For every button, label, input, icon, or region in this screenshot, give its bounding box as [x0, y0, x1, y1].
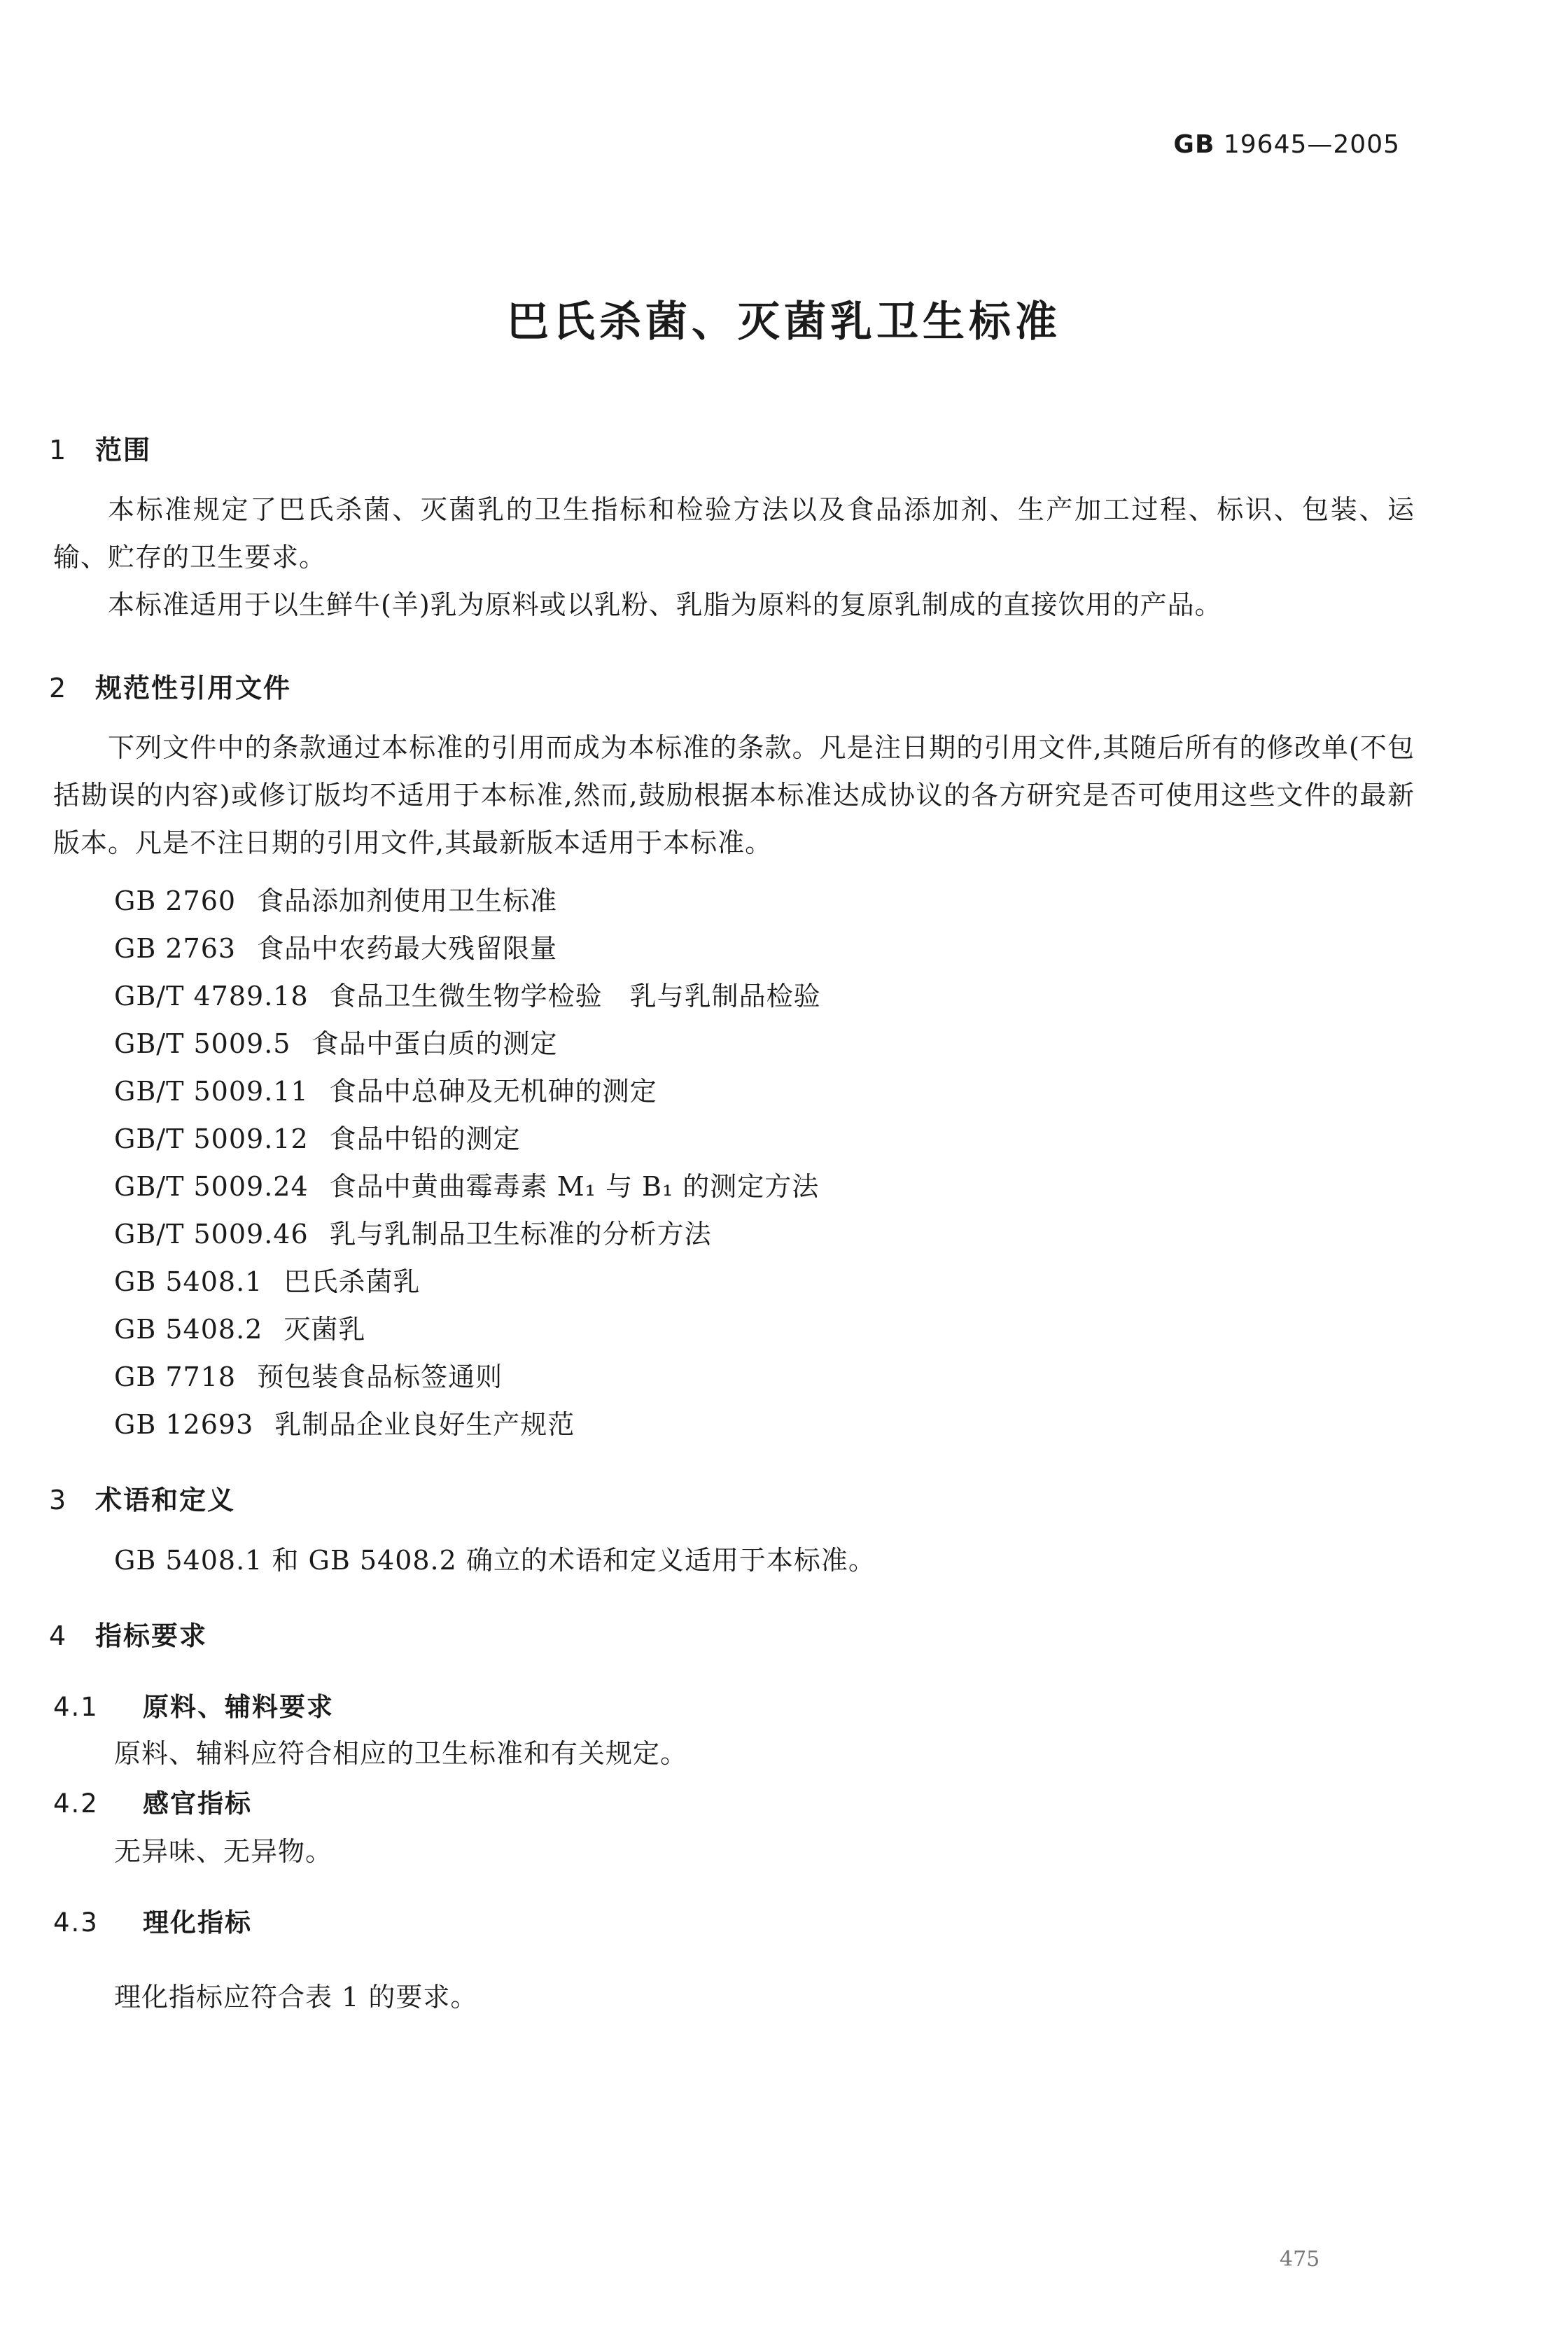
reference-code: GB/T 5009.24 [114, 1171, 309, 1202]
subsection-title: 感官指标 [143, 1788, 252, 1819]
subsection-4-1-text: 原料、辅料应符合相应的卫生标准和有关规定。 [114, 1738, 688, 1769]
reference-code: GB 5408.1 [114, 1266, 263, 1297]
reference-code: GB 2763 [114, 933, 237, 964]
reference-item [114, 1308, 365, 1346]
reference-title: 食品添加剂使用卫生标准 [257, 886, 558, 916]
section-3-heading [49, 1478, 235, 1517]
reference-code: GB/T 5009.12 [114, 1124, 309, 1154]
section-title: 规范性引用文件 [95, 673, 292, 704]
subsection-title: 原料、辅料要求 [143, 1692, 334, 1722]
subsection-4-2-text: 无异味、无异物。 [114, 1836, 333, 1867]
reference-code: GB 7718 [114, 1362, 237, 1392]
page-number: 475 [1280, 2247, 1320, 2272]
reference-title: 食品中铅的测定 [329, 1124, 521, 1154]
reference-title: 食品中蛋白质的测定 [312, 1028, 558, 1059]
reference-item [114, 879, 557, 918]
reference-title: 乳制品企业良好生产规范 [274, 1409, 575, 1440]
subsection-4-1-heading [53, 1686, 334, 1723]
section-title: 范围 [95, 435, 152, 465]
subsection-number: 4.1 [53, 1692, 99, 1722]
reference-item [114, 1070, 657, 1108]
standard-code [1173, 130, 1400, 159]
section-title: 指标要求 [95, 1620, 208, 1651]
section-number: 1 [49, 435, 68, 465]
reference-code: GB 12693 [114, 1409, 254, 1440]
section-1-heading [49, 428, 151, 467]
reference-title: 预包装食品标签通则 [257, 1362, 503, 1392]
reference-title: 乳与乳制品卫生标准的分析方法 [329, 1219, 712, 1250]
standard-prefix: GB [1173, 130, 1215, 159]
reference-code: GB 2760 [114, 886, 237, 916]
reference-code: GB 5408.2 [114, 1314, 263, 1345]
reference-title: 食品中黄曲霉毒素 M₁ 与 B₁ 的测定方法 [329, 1171, 820, 1202]
subsection-number: 4.2 [53, 1788, 99, 1819]
reference-item [114, 1260, 420, 1298]
reference-item [114, 927, 557, 965]
standard-number: 19645—2005 [1223, 130, 1400, 159]
section-1-paragraph-2: 本标准适用于以生鲜牛(羊)乳为原料或以乳粉、乳脂为原料的复原乳制成的直接饮用的产品。 [108, 589, 1222, 620]
section-3-text: GB 5408.1 和 GB 5408.2 确立的术语和定义适用于本标准。 [114, 1545, 876, 1576]
section-number: 3 [49, 1485, 68, 1516]
section-2-heading [49, 666, 291, 705]
subsection-number: 4.3 [53, 1907, 99, 1938]
section-1-paragraph-1: 本标准规定了巴氏杀菌、灭菌乳的卫生指标和检验方法以及食品添加剂、生产加工过程、标识、包装、运输、贮存的卫生要求。 [53, 494, 1415, 573]
section-number: 2 [49, 673, 68, 704]
reference-code: GB/T 5009.11 [114, 1076, 309, 1107]
reference-item [114, 974, 821, 1013]
reference-item [114, 1355, 503, 1394]
reference-title: 食品中总砷及无机砷的测定 [329, 1076, 657, 1107]
reference-code: GB/T 4789.18 [114, 981, 309, 1011]
reference-item [114, 1165, 819, 1203]
section-number: 4 [49, 1620, 68, 1651]
section-4-heading [49, 1614, 207, 1653]
subsection-4-3-heading [53, 1901, 252, 1939]
reference-item [114, 1212, 712, 1251]
reference-title: 巴氏杀菌乳 [284, 1266, 421, 1297]
document-title: 巴氏杀菌、灭菌乳卫生标准 [507, 298, 1061, 346]
subsection-title: 理化指标 [143, 1907, 252, 1938]
reference-title: 食品中农药最大残留限量 [257, 933, 558, 964]
reference-code: GB/T 5009.5 [114, 1028, 291, 1059]
section-2-intro: 下列文件中的条款通过本标准的引用而成为本标准的条款。凡是注日期的引用文件,其随后所有的修改单(不包括勘误的内容)或修订版均不适用于本标准,然而,鼓励根据本标准达成协议的各方研究是否可使用这些文件的最新版本。凡是不注日期的引用文件,其最新版本适用于本标准。 [53, 732, 1415, 858]
section-title: 术语和定义 [95, 1485, 236, 1516]
reference-code: GB/T 5009.46 [114, 1219, 309, 1250]
subsection-4-2-heading [53, 1782, 252, 1820]
reference-item [114, 1117, 521, 1156]
reference-title: 食品卫生微生物学检验 乳与乳制品检验 [329, 981, 821, 1011]
reference-item [114, 1403, 575, 1441]
reference-item [114, 1022, 558, 1060]
reference-title: 灭菌乳 [284, 1314, 366, 1345]
subsection-4-3-text: 理化指标应符合表 1 的要求。 [114, 1982, 478, 2012]
